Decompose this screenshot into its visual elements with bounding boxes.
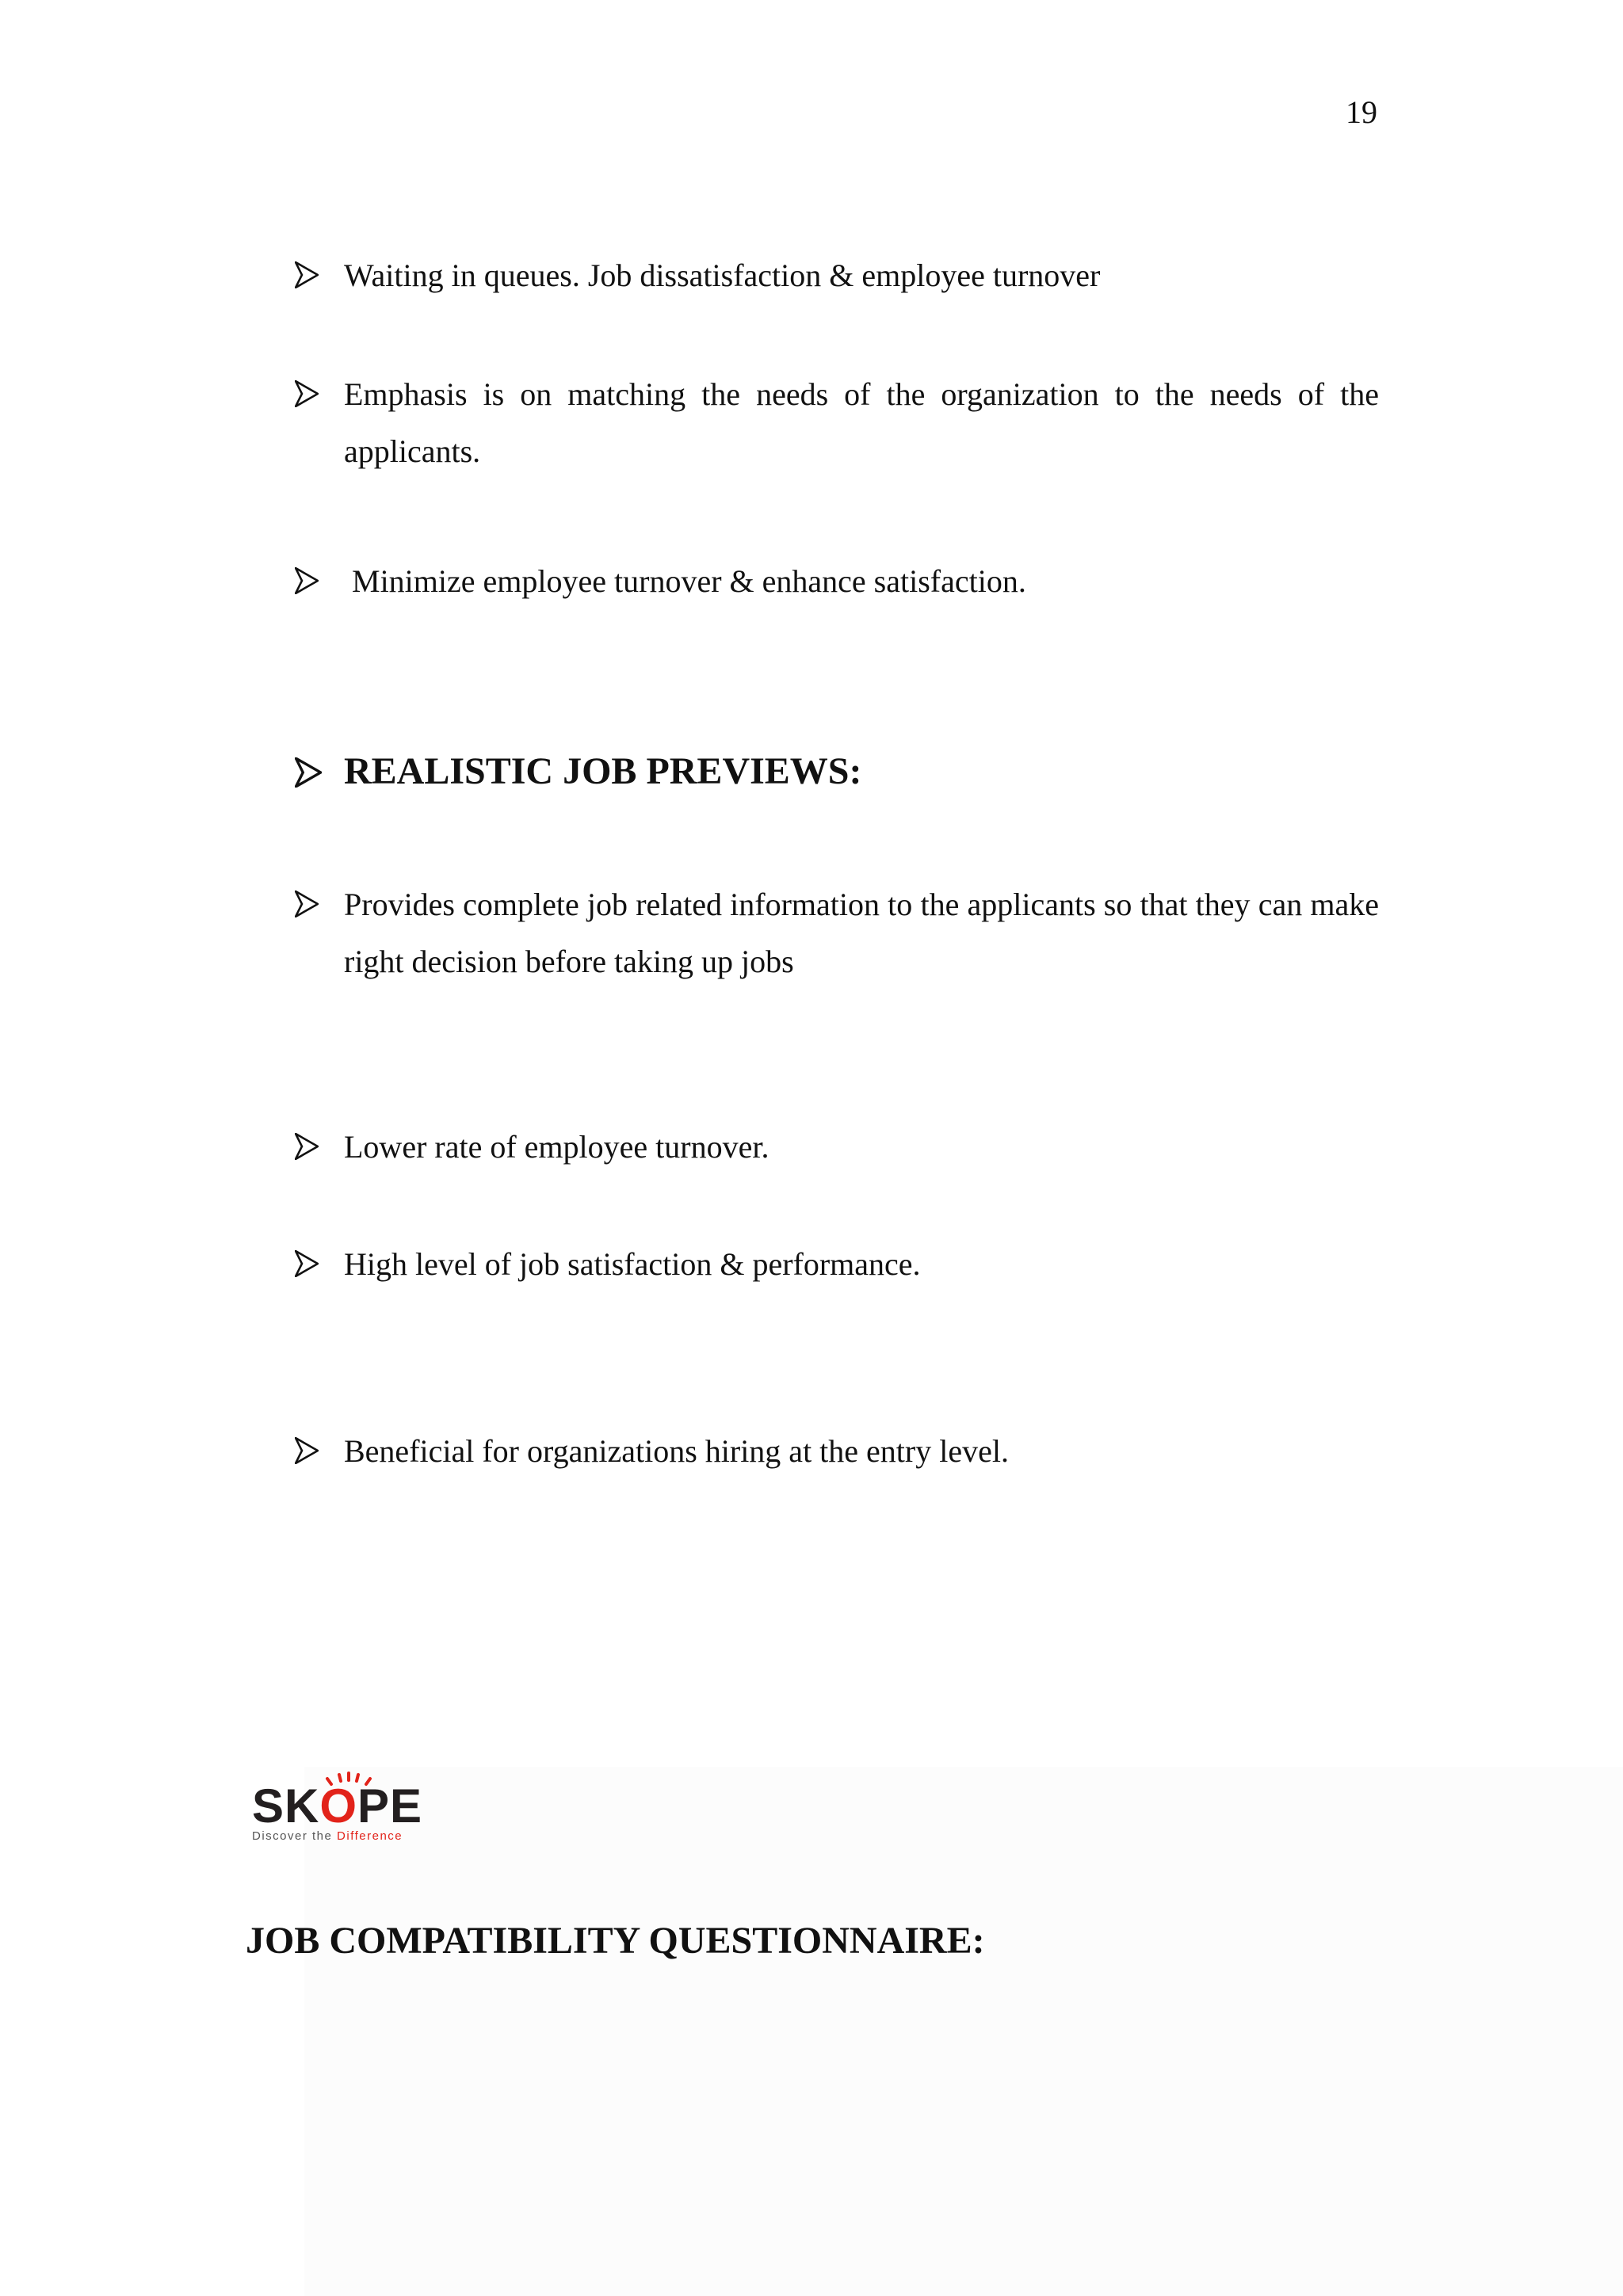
bullet-text: High level of job satisfaction & performance. <box>344 1246 921 1282</box>
bullet-heading <box>295 743 1379 800</box>
bullet-text: Provides complete job related information to the applicants so that they can make right decision before taking up jobs <box>344 887 1379 979</box>
bullet-text: Lower rate of employee turnover. <box>344 1129 769 1165</box>
bullet-text: Waiting in queues. Job dissatisfaction & employee turnover <box>344 257 1101 293</box>
bullet-text: Beneficial for organizations hiring at the entry level. <box>344 1433 1009 1469</box>
bullet-item <box>295 247 1379 304</box>
background-panel <box>304 1767 1623 2296</box>
arrow-bullet-icon <box>295 567 319 594</box>
arrow-bullet-icon <box>295 757 322 788</box>
bullet-heading-text: REALISTIC JOB PREVIEWS: <box>344 750 862 792</box>
arrow-bullet-icon <box>295 1133 319 1160</box>
logo-wordmark <box>252 1779 423 1833</box>
arrow-bullet-icon <box>295 891 319 917</box>
bullet-item <box>295 876 1379 990</box>
arrow-bullet-icon <box>295 1250 319 1277</box>
logo-tagline-prefix: Discover the <box>252 1829 338 1843</box>
arrow-bullet-icon <box>295 261 319 288</box>
arrow-bullet-icon <box>295 1437 319 1464</box>
logo-wordmark-prefix: SK <box>252 1779 320 1833</box>
page-number: 19 <box>1346 94 1377 130</box>
logo-wordmark-o: O <box>319 1779 358 1833</box>
logo-wordmark-suffix: PE <box>357 1779 423 1833</box>
bullet-item <box>295 553 1379 610</box>
skope-logo <box>252 1772 449 1841</box>
bullet-item <box>295 366 1379 480</box>
bullet-item <box>295 1119 1379 1176</box>
logo-tagline-highlight: Difference <box>337 1829 403 1843</box>
section-heading: JOB COMPATIBILITY QUESTIONNAIRE: <box>246 1920 985 1962</box>
bullet-text: Emphasis is on matching the needs of the organization to the needs of the applicants. <box>344 376 1379 469</box>
arrow-bullet-icon <box>295 380 319 407</box>
bullet-item <box>295 1236 1379 1293</box>
bullet-item <box>295 1423 1379 1480</box>
logo-tagline <box>252 1830 403 1842</box>
bullet-text: Minimize employee turnover & enhance satisfaction. <box>352 563 1026 599</box>
